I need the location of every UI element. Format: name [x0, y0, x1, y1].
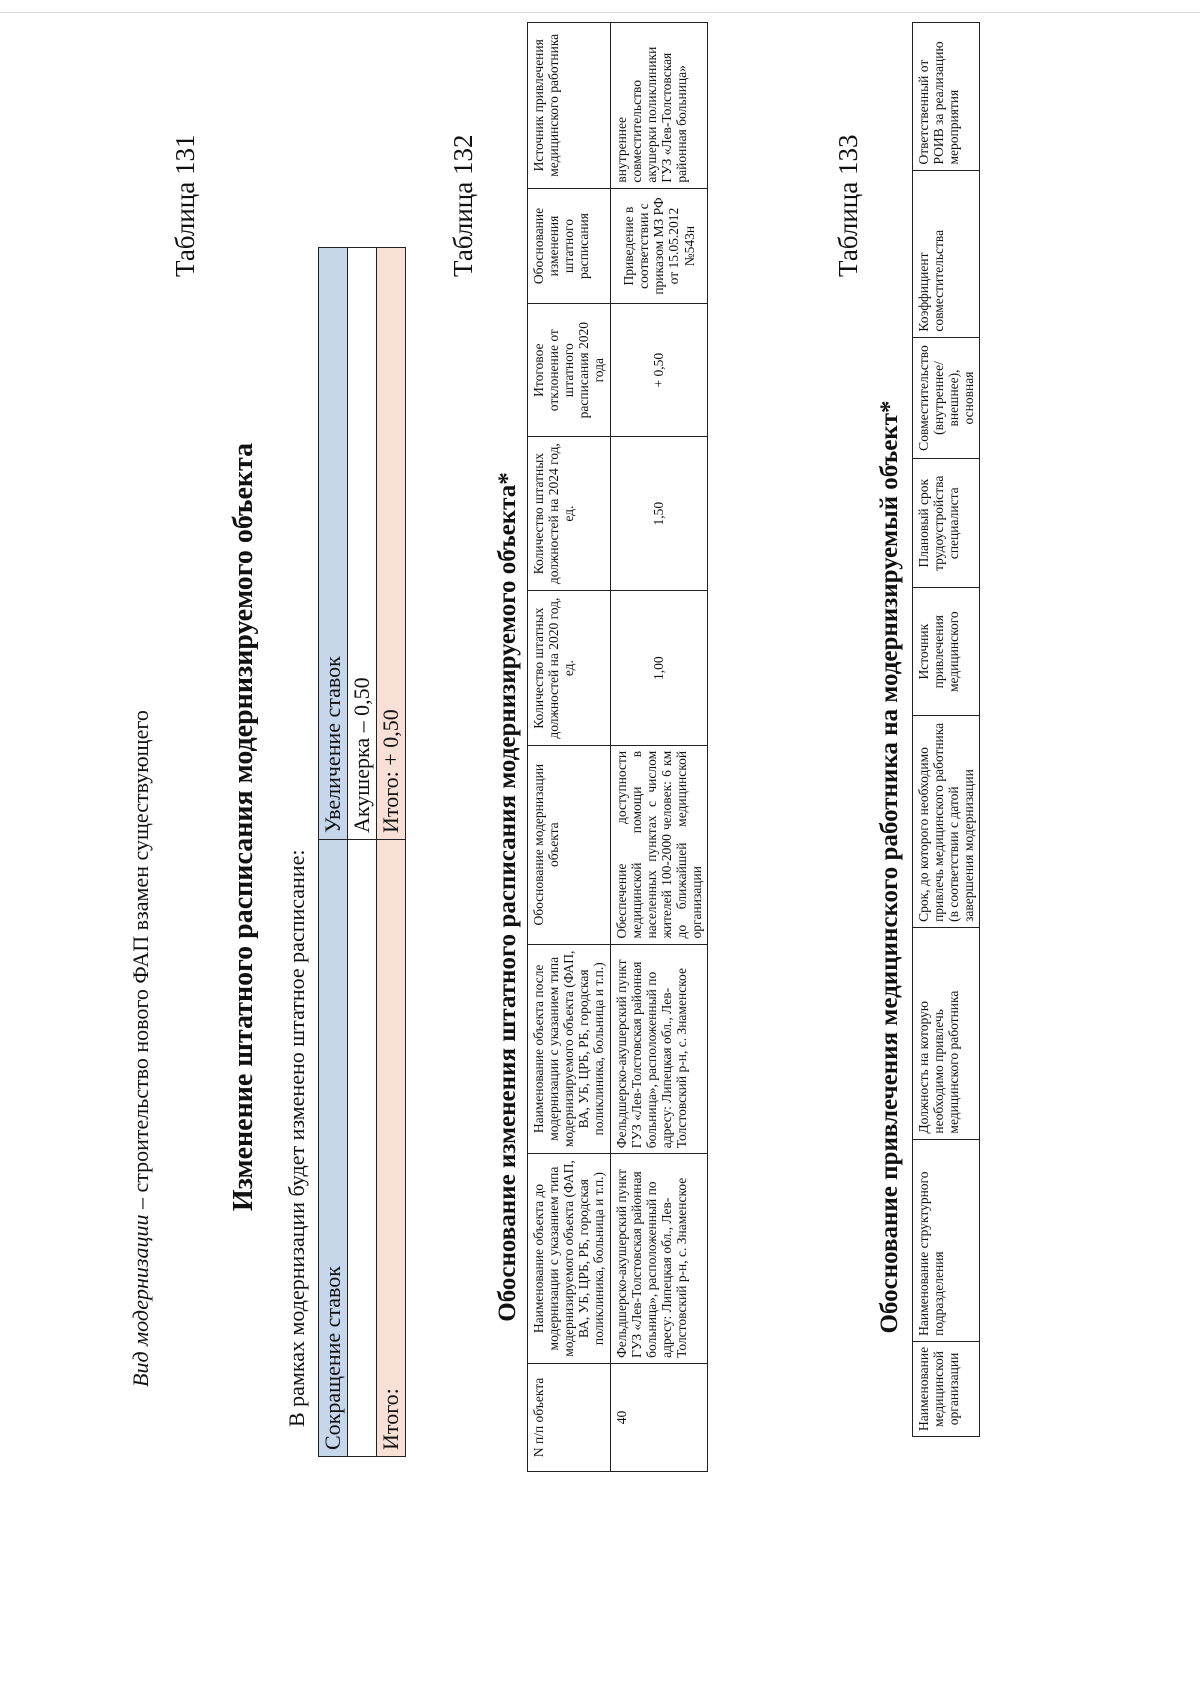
col-header-department: Наименование структурного подразделения	[913, 1139, 980, 1341]
table-row	[348, 248, 377, 1457]
table-133-number: Таблица 133	[833, 134, 863, 277]
modernization-type-value: – строительство нового ФАП взамен существующего	[128, 710, 153, 1215]
col-header-positions-2024: Количество штатных должностей на 2024 год, ед.	[528, 436, 611, 591]
col-header-name-before: Наименование объекта до модернизации с указанием типа модернизируемого объекта (ФАП, ВА, УБ, ЦРБ, РБ, городская поликлиника, больница и т.п.)	[528, 1154, 611, 1364]
cell-name-before: Фельдшерско-акушерский пункт ГУЗ «Лев-Толстовская районная больница», расположенный по адресу: Липецкая обл., Лев-Толстовский р-н, с. Знаменское	[610, 1154, 708, 1364]
cell-number: 40	[610, 1363, 708, 1471]
col-header-combination-coef: Коэффициент совместительства	[913, 170, 980, 337]
staffing-justification-heading: Обоснование изменения штатного расписания модернизируемого объекта*	[494, 472, 521, 1322]
col-header-deviation: Итоговое отклонение от штатного расписания 2020 года	[528, 304, 611, 436]
staffing-change-intro: В рамках модернизации будет изменено штатное расписание:	[284, 849, 309, 1427]
col-header-planned-date: Плановый срок трудоустройства специалиста	[913, 459, 980, 588]
reduction-value	[348, 840, 377, 1457]
increase-total: Итого: + 0,50	[377, 248, 406, 840]
cell-positions-2024: 1,50	[610, 436, 708, 591]
col-header-source: Источник привлечения медицинского работника	[528, 23, 611, 189]
col-header-justification: Обоснование модернизации объекта	[528, 745, 611, 944]
col-header-organization: Наименование медицинской организации	[913, 1341, 980, 1436]
col-header-deadline: Срок, до которого необходимо привлечь медицинского работника (в соответствии с датой завершения модернизации	[913, 716, 980, 928]
cell-change-basis: Приведение в соответствии с приказом МЗ РФ от 15.05.2012 №543н	[610, 188, 708, 304]
increase-value: Акушерка – 0,50	[348, 248, 377, 840]
recruitment-justification-heading: Обоснование привлечения медицинского работника на модернизируемый объект*	[876, 400, 903, 1334]
staffing-justification-table	[527, 22, 708, 1472]
table-row	[377, 248, 406, 1457]
recruitment-justification-table	[912, 22, 980, 1437]
cell-name-after: Фельдшерско-акушерский пункт ГУЗ «Лев-Толстовская районная больница», расположенный по адресу: Липецкая обл., Лев-Толстовский р-н, с. Знаменское	[610, 944, 708, 1154]
col-header-position: Должность на которую необходимо привлечь медицинского работника	[913, 927, 980, 1139]
col-header-combination-type: Совместительство (внутреннее/внешнее), основная	[913, 337, 980, 459]
staffing-rates-table	[318, 247, 406, 1457]
table-header-row	[528, 23, 611, 1472]
table-row	[610, 23, 708, 1472]
table-132-number: Таблица 132	[448, 134, 478, 277]
col-header-responsible: Ответственный от РОИВ за реализацию мероприятия	[913, 23, 980, 171]
col-header-source: Источник привлечения медицинского	[913, 588, 980, 716]
col-header-positions-2020: Количество штатных должностей на 2020 год, ед.	[528, 591, 611, 746]
reduction-total: Итого:	[377, 840, 406, 1457]
table-header-row	[913, 23, 980, 1437]
modernization-type-line	[128, 710, 154, 1387]
modernization-type-label: Вид модернизации	[128, 1214, 153, 1387]
cell-deviation: + 0,50	[610, 304, 708, 436]
cell-positions-2020: 1,00	[610, 591, 708, 746]
increase-header: Увеличение ставок	[319, 248, 348, 840]
col-header-name-after: Наименование объекта после модернизации с указанием типа модернизируемого объекта (ФАП, ВА, УБ, ЦРБ, РБ, городская поликлиника, больница и т.п.)	[528, 944, 611, 1154]
table-row	[319, 248, 348, 1457]
table-131-number: Таблица 131	[170, 134, 200, 277]
reduction-header: Сокращение ставок	[319, 840, 348, 1457]
col-header-number: N п/п объекта	[528, 1363, 611, 1471]
cell-justification: Обеспечение доступности медицинской помощи в населенных пунктах с числом жителей 100-2000 человек: 6 км до ближайшей медицинской организации	[610, 745, 708, 944]
staffing-change-heading: Изменение штатного расписания модернизируемого объекта	[228, 442, 259, 1212]
col-header-change-basis: Обоснование изменения штатного расписания	[528, 188, 611, 304]
cell-source: внутреннее совместительство акушерки поликлиники ГУЗ «Лев-Толстовская районная больница»	[610, 23, 708, 189]
